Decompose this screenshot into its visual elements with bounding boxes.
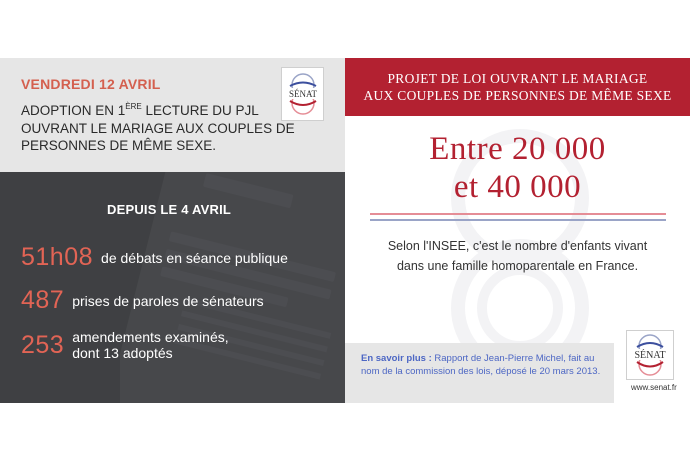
stat-speeches <box>21 286 264 315</box>
headline <box>21 98 321 155</box>
site-url[interactable]: www.senat.fr <box>631 383 677 392</box>
divider-blue <box>370 219 666 221</box>
senat-logo-top <box>281 67 324 121</box>
since-label: DEPUIS LE 4 AVRIL <box>107 202 232 217</box>
headline-sup: ÈRE <box>125 102 142 111</box>
stat-label-line2: dont 13 adoptés <box>72 345 173 361</box>
infographic-card <box>0 58 690 403</box>
big-number-line-1: Entre 20 000 <box>429 131 606 167</box>
more-info-text: Rapport de Jean-Pierre Michel, fait au nom de la commission des lois, déposé le 20 mars 2013. <box>361 353 601 377</box>
stat-number: 253 <box>21 330 65 359</box>
desc-line-2: dans une famille homoparentale en France. <box>396 259 639 273</box>
headline-text-1: ADOPTION EN 1 <box>21 103 126 118</box>
banner-line-2: AUX COUPLES DE PERSONNES DE MÊME SEXE <box>363 88 672 103</box>
senat-logo-text: SÉNAT <box>288 89 317 99</box>
senat-logo-icon <box>630 333 670 377</box>
insee-description <box>345 236 690 276</box>
project-banner <box>345 58 690 116</box>
stat-label <box>72 329 228 361</box>
more-info-box <box>345 343 614 403</box>
stat-debates <box>21 243 288 272</box>
stat-label: prises de paroles de sénateurs <box>72 292 264 309</box>
date-label: VENDREDI 12 AVRIL <box>21 76 161 92</box>
date-panel <box>0 58 345 172</box>
stat-number: 487 <box>21 286 65 314</box>
stat-label: de débats en séance publique <box>101 249 288 266</box>
more-info-label: En savoir plus : <box>361 353 432 364</box>
stats-panel <box>0 172 345 403</box>
more-info-link[interactable] <box>361 353 606 378</box>
stat-number: 51h08 <box>21 243 94 271</box>
stat-amendments <box>21 329 229 361</box>
senat-logo-bottom <box>626 330 674 380</box>
big-number-line-2: et 40 000 <box>453 169 582 205</box>
divider-red <box>370 213 666 215</box>
stat-label-line1: amendements examinés, <box>72 329 229 345</box>
senat-logo-icon <box>285 71 321 117</box>
desc-line-1: Selon l'INSEE, c'est le nombre d'enfants vivant <box>387 239 648 253</box>
headline-text-2: LECTURE DU PJL OUVRANT LE MARIAGE AUX COUPLES DE PERSONNES DE MÊME SEXE. <box>21 103 295 153</box>
senat-logo-text: SÉNAT <box>634 350 666 361</box>
banner-line-1: PROJET DE LOI OUVRANT LE MARIAGE <box>387 71 648 86</box>
